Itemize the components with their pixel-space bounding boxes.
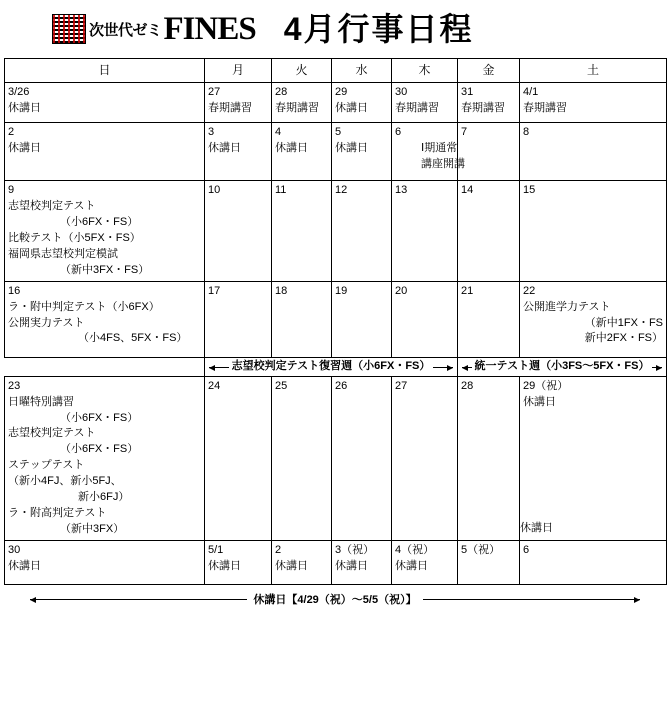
day-number: 19	[335, 284, 348, 297]
calendar-day-cell	[520, 281, 667, 357]
calendar-day-cell	[5, 83, 205, 123]
day-number: 6	[395, 126, 402, 138]
calendar-day-cell	[458, 181, 520, 282]
day-number: 27	[208, 86, 221, 98]
calendar-day-cell	[5, 281, 205, 357]
calendar-day-cell	[332, 281, 392, 357]
logo-wordmark: FINES	[163, 10, 256, 47]
weekday-header-sun: 日	[5, 59, 205, 83]
calendar-day-cell	[458, 83, 520, 123]
band-label: 統一テスト週（小3FS～5FX・FS）	[472, 360, 653, 372]
calendar-day-cell	[272, 181, 332, 282]
weekday-header-thu: 木	[392, 59, 458, 83]
weekday-header-sat: 土	[520, 59, 667, 83]
weekday-header-fri: 金	[458, 59, 520, 83]
logo-mark-icon	[52, 14, 86, 44]
day-event: 春期講習	[395, 101, 439, 114]
calendar-day-cell	[5, 376, 205, 540]
calendar-day-cell	[5, 541, 205, 585]
band-unified-test-week	[458, 357, 667, 376]
day-number: 4（祝）	[395, 544, 435, 556]
day-number: 14	[461, 184, 474, 196]
day-event: 休講日	[8, 141, 41, 154]
band-spacer	[5, 357, 205, 376]
day-number: 17	[208, 284, 221, 297]
day-event: 志望校判定テスト	[8, 427, 96, 440]
calendar-week-row	[5, 83, 667, 123]
day-number: 31	[461, 86, 474, 98]
calendar-day-cell	[205, 541, 272, 585]
day-number: 6	[523, 544, 530, 556]
weekday-header-row	[5, 59, 667, 83]
day-number: 5/1	[208, 544, 224, 556]
calendar-day-cell	[392, 376, 458, 540]
calendar-week-row	[5, 123, 667, 181]
page-title: 4月行事日程	[283, 11, 474, 47]
day-number: 27	[395, 379, 408, 392]
day-event: 講座開講	[421, 157, 465, 170]
day-number: 5	[335, 126, 342, 138]
day-event: （新中3FX・FS）	[60, 263, 150, 276]
day-event: 新小6FJ）	[78, 491, 130, 504]
calendar-day-cell	[392, 123, 465, 181]
calendar-day-cell	[520, 181, 667, 282]
calendar-week-row	[5, 181, 667, 282]
day-number: 8	[523, 126, 530, 138]
day-event: 休講日	[275, 141, 308, 154]
day-number: 4	[275, 126, 282, 138]
day-number: 4/1	[523, 86, 539, 98]
day-event: 新中2FX・FS）	[584, 332, 663, 345]
day-number: 3/26	[8, 86, 30, 98]
footer-note-label: 休講日【4/29（祝）～5/5（祝）】	[247, 594, 422, 606]
calendar-day-cell	[205, 123, 272, 181]
day-number: 18	[275, 284, 288, 297]
day-number: 2	[275, 544, 282, 556]
day-event: 休講日	[335, 141, 368, 154]
day-number: 28	[275, 86, 288, 98]
day-number: 15	[523, 184, 536, 196]
day-event: 春期講習	[461, 101, 505, 114]
day-event: （小6FX・FS）	[60, 411, 139, 424]
calendar-day-cell	[392, 181, 458, 282]
calendar-table	[4, 58, 667, 585]
calendar-day-cell	[458, 541, 520, 585]
day-event: 休講日	[335, 101, 368, 114]
fines-logo	[52, 10, 256, 47]
calendar-day-cell	[332, 123, 392, 181]
day-number: 20	[395, 284, 408, 297]
weekday-header-mon: 月	[205, 59, 272, 83]
day-event: 春期講習	[275, 101, 319, 114]
day-event: ラ・附中判定テスト（小6FX）	[8, 300, 160, 313]
calendar-day-cell	[392, 541, 458, 585]
document-header	[0, 0, 670, 58]
band-label: 休講日	[520, 522, 553, 535]
band-review-week	[205, 357, 458, 376]
day-event: （新中1FX・FS	[584, 316, 663, 329]
calendar-band-row	[5, 357, 667, 376]
calendar-day-cell	[332, 83, 392, 123]
calendar-day-cell	[520, 123, 667, 181]
day-event: （小4FS、5FX・FS）	[78, 332, 188, 345]
calendar-day-cell	[332, 541, 392, 585]
day-number: 7	[461, 126, 468, 138]
day-number: 29	[335, 86, 348, 98]
day-number: 16	[8, 284, 21, 297]
day-event: 休講日	[8, 559, 41, 572]
day-event: 休講日	[275, 559, 308, 572]
day-number: 26	[335, 379, 348, 392]
day-event: ステップテスト	[8, 459, 85, 472]
calendar-week-row	[5, 281, 667, 357]
calendar-day-cell	[205, 83, 272, 123]
calendar-day-cell	[205, 376, 272, 540]
day-number: 28	[461, 379, 474, 392]
day-number: 3	[208, 126, 215, 138]
day-number: 11	[275, 184, 287, 196]
calendar-day-cell	[458, 376, 520, 540]
calendar-day-cell	[458, 281, 520, 357]
calendar-day-cell	[272, 376, 332, 540]
day-number: 25	[275, 379, 288, 392]
calendar-day-cell	[332, 181, 392, 282]
day-number: 24	[208, 379, 221, 392]
day-event: （新中3FX）	[60, 523, 125, 536]
calendar-day-cell	[272, 541, 332, 585]
day-event: 福岡県志望校判定模試	[8, 247, 118, 260]
day-number: 10	[208, 184, 221, 196]
day-event: 休講日	[208, 559, 241, 572]
day-number: 5（祝）	[461, 544, 501, 556]
footer-holiday-note	[4, 588, 666, 610]
calendar-day-cell	[5, 123, 205, 181]
day-event: 休講日	[8, 101, 41, 114]
day-number: 2	[8, 126, 15, 138]
calendar-day-cell	[392, 281, 458, 357]
day-event: 休講日	[208, 141, 241, 154]
calendar-day-cell	[520, 541, 667, 585]
calendar-day-cell	[205, 181, 272, 282]
calendar-day-cell	[458, 123, 520, 181]
calendar-day-cell	[392, 83, 458, 123]
calendar-day-cell	[332, 376, 392, 540]
day-event: 日曜特別講習	[8, 395, 74, 408]
logo-japanese-text: 次世代ゼミ	[89, 21, 162, 39]
calendar-day-cell	[520, 376, 667, 540]
day-number: 23	[8, 379, 21, 392]
day-event: 休講日	[523, 395, 556, 408]
day-event: （小6FX・FS）	[60, 215, 139, 228]
day-event: （新小4FJ、新小5FJ、	[8, 475, 122, 488]
day-number: 30	[395, 86, 408, 98]
day-number: 9	[8, 184, 15, 196]
day-number: 30	[8, 544, 21, 556]
day-number: 12	[335, 184, 348, 196]
day-number: 22	[523, 284, 536, 297]
calendar-day-cell	[5, 181, 205, 282]
day-event: Ⅰ期通常	[421, 141, 458, 154]
day-number: 3（祝）	[335, 544, 375, 556]
day-event: 春期講習	[208, 101, 252, 114]
weekday-header-wed: 水	[332, 59, 392, 83]
calendar-day-cell	[520, 83, 667, 123]
day-event: ラ・附高判定テスト	[8, 507, 107, 520]
day-number: 13	[395, 184, 408, 196]
calendar-day-cell	[272, 123, 332, 181]
band-label: 志望校判定テスト復習週（小6FX・FS）	[229, 360, 434, 372]
day-event: 公開進学力テスト	[523, 300, 611, 313]
day-event: （小6FX・FS）	[60, 443, 139, 456]
calendar-day-cell	[272, 281, 332, 357]
day-event: 春期講習	[523, 101, 567, 114]
weekday-header-tue: 火	[272, 59, 332, 83]
calendar-day-cell	[205, 281, 272, 357]
day-number: 21	[461, 284, 474, 297]
day-event: 休講日	[335, 559, 368, 572]
calendar-day-cell	[272, 83, 332, 123]
calendar-week-row	[5, 376, 667, 540]
day-event: 比較テスト（小5FX・FS）	[8, 231, 141, 244]
saturday-holiday-band	[520, 521, 666, 537]
day-number: 29（祝）	[523, 379, 569, 392]
day-event: 公開実力テスト	[8, 316, 85, 329]
day-event: 志望校判定テスト	[8, 199, 96, 212]
day-event: 休講日	[395, 559, 428, 572]
calendar-week-row	[5, 541, 667, 585]
